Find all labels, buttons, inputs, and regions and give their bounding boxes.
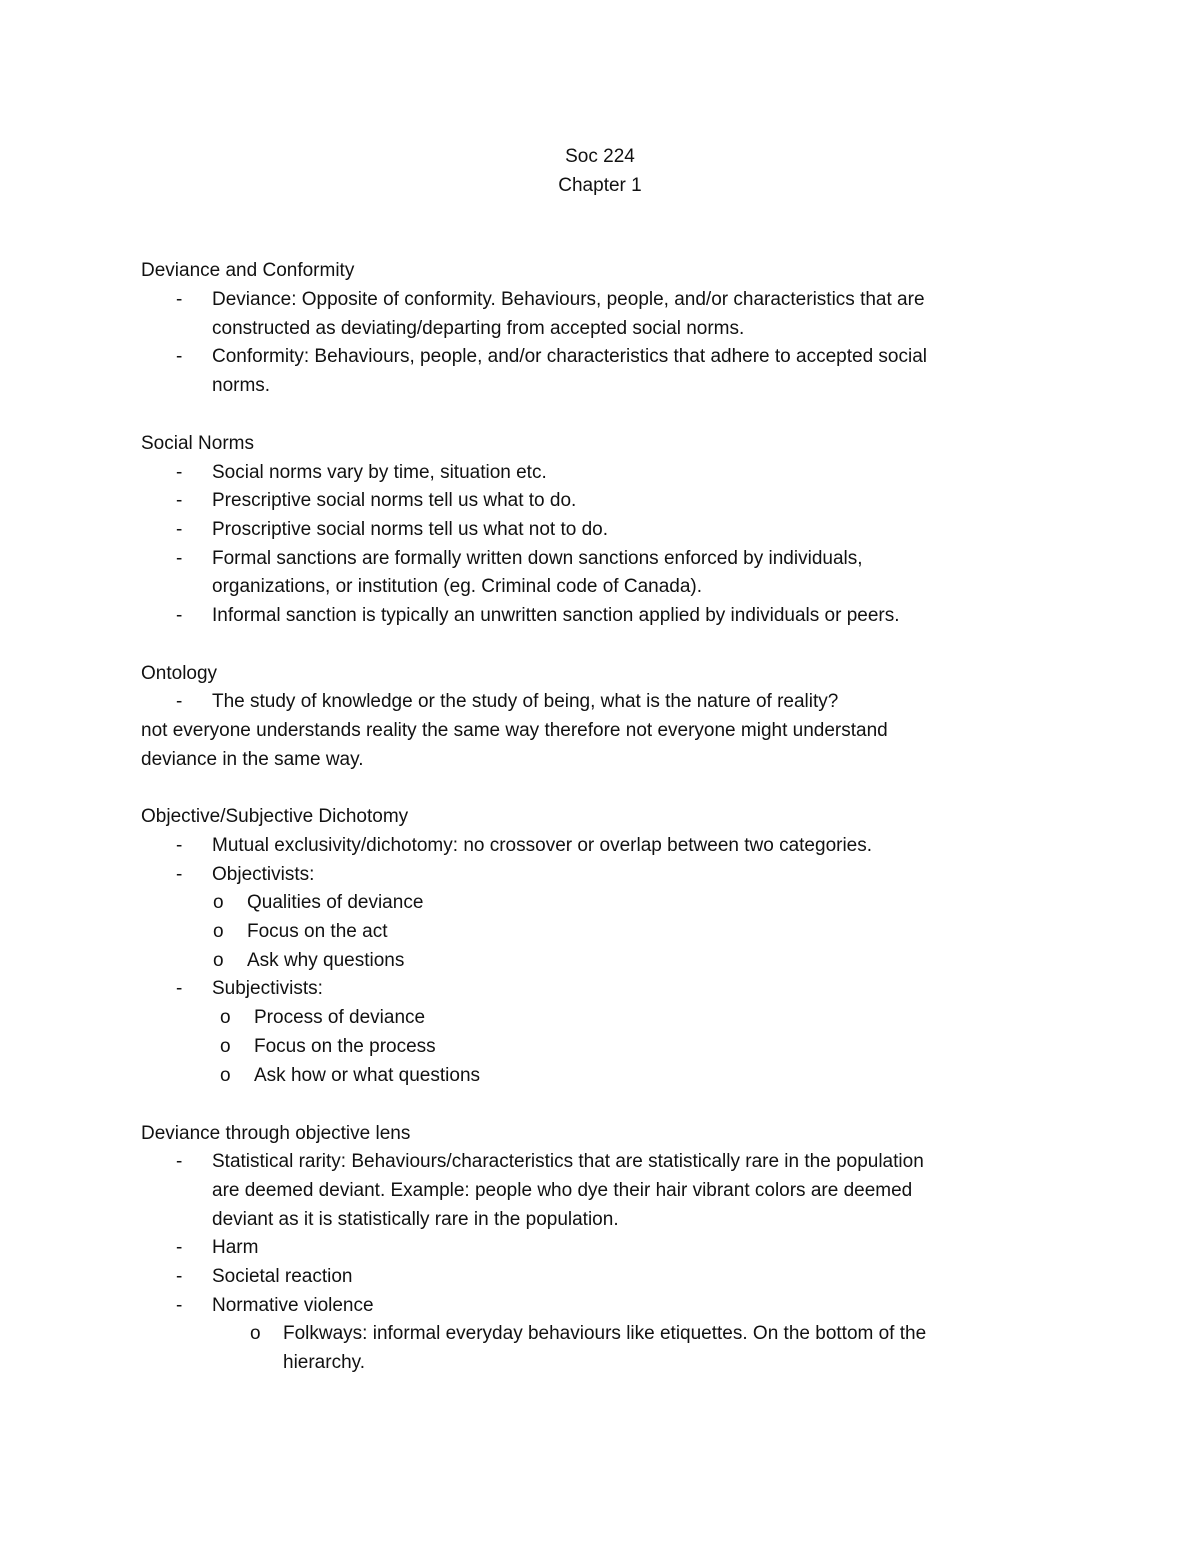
- circle-bullet: o: [213, 950, 224, 971]
- sub-bullet-text: Folkways: informal everyday behaviours like etiquettes. On the bottom of the: [283, 1323, 927, 1344]
- sub-bullet-text: Qualities of deviance: [247, 892, 424, 913]
- section-heading-social-norms: Social Norms: [141, 433, 254, 454]
- bullet-text: Societal reaction: [212, 1266, 353, 1287]
- bullet-text: Objectivists:: [212, 864, 315, 885]
- sub-bullet-text: Focus on the act: [247, 921, 388, 942]
- dash-bullet: -: [176, 1151, 183, 1172]
- dash-bullet: -: [176, 605, 183, 626]
- bullet-text: Deviance: Opposite of conformity. Behaviours, people, and/or characteristics that are: [212, 289, 925, 310]
- circle-bullet: o: [213, 892, 224, 913]
- circle-bullet: o: [220, 1036, 231, 1057]
- bullet-text-cont: norms.: [212, 375, 271, 396]
- bullet-text: Mutual exclusivity/dichotomy: no crossover or overlap between two categories.: [212, 835, 873, 856]
- dash-bullet: -: [176, 289, 183, 310]
- bullet-text: Formal sanctions are formally written down sanctions enforced by individuals,: [212, 548, 863, 569]
- bullet-text: Proscriptive social norms tell us what not to do.: [212, 519, 609, 540]
- paragraph-line: deviance in the same way.: [141, 749, 364, 770]
- section-heading-ontology: Ontology: [141, 663, 218, 684]
- dash-bullet: -: [176, 519, 183, 540]
- bullet-text-cont: constructed as deviating/departing from accepted social norms.: [212, 318, 745, 339]
- chapter-title: Chapter 1: [558, 175, 642, 196]
- paragraph-line: not everyone understands reality the same way therefore not everyone might understand: [141, 720, 888, 741]
- bullet-text-cont: organizations, or institution (eg. Criminal code of Canada).: [212, 576, 703, 597]
- bullet-text: Informal sanction is typically an unwritten sanction applied by individuals or peers.: [212, 605, 900, 626]
- bullet-text: Statistical rarity: Behaviours/characteristics that are statistically rare in the population: [212, 1151, 924, 1172]
- sub-bullet-text-cont: hierarchy.: [283, 1352, 366, 1373]
- course-title: Soc 224: [565, 146, 635, 167]
- section-heading-objective-lens: Deviance through objective lens: [141, 1123, 411, 1144]
- bullet-text: Normative violence: [212, 1295, 374, 1316]
- dash-bullet: -: [176, 691, 183, 712]
- dash-bullet: -: [176, 1237, 183, 1258]
- sub-bullet-text: Process of deviance: [254, 1007, 426, 1028]
- dash-bullet: -: [176, 346, 183, 367]
- bullet-text: Subjectivists:: [212, 978, 323, 999]
- sub-bullet-text: Focus on the process: [254, 1036, 436, 1057]
- bullet-text: Conformity: Behaviours, people, and/or characteristics that adhere to accepted social: [212, 346, 927, 367]
- dash-bullet: -: [176, 835, 183, 856]
- circle-bullet: o: [220, 1065, 231, 1086]
- bullet-text: The study of knowledge or the study of being, what is the nature of reality?: [212, 691, 839, 712]
- bullet-text: Harm: [212, 1237, 259, 1258]
- bullet-text: Social norms vary by time, situation etc.: [212, 462, 547, 483]
- dash-bullet: -: [176, 490, 183, 511]
- dash-bullet: -: [176, 1295, 183, 1316]
- bullet-text: Prescriptive social norms tell us what to do.: [212, 490, 577, 511]
- circle-bullet: o: [213, 921, 224, 942]
- dash-bullet: -: [176, 462, 183, 483]
- section-heading-deviance-conformity: Deviance and Conformity: [141, 260, 355, 281]
- bullet-text-cont: deviant as it is statistically rare in the population.: [212, 1209, 619, 1230]
- dash-bullet: -: [176, 864, 183, 885]
- dash-bullet: -: [176, 548, 183, 569]
- sub-bullet-text: Ask why questions: [247, 950, 405, 971]
- section-heading-dichotomy: Objective/Subjective Dichotomy: [141, 806, 409, 827]
- sub-bullet-text: Ask how or what questions: [254, 1065, 481, 1086]
- dash-bullet: -: [176, 1266, 183, 1287]
- dash-bullet: -: [176, 978, 183, 999]
- circle-bullet: o: [220, 1007, 231, 1028]
- circle-bullet: o: [250, 1323, 261, 1344]
- bullet-text-cont: are deemed deviant. Example: people who dye their hair vibrant colors are deemed: [212, 1180, 913, 1201]
